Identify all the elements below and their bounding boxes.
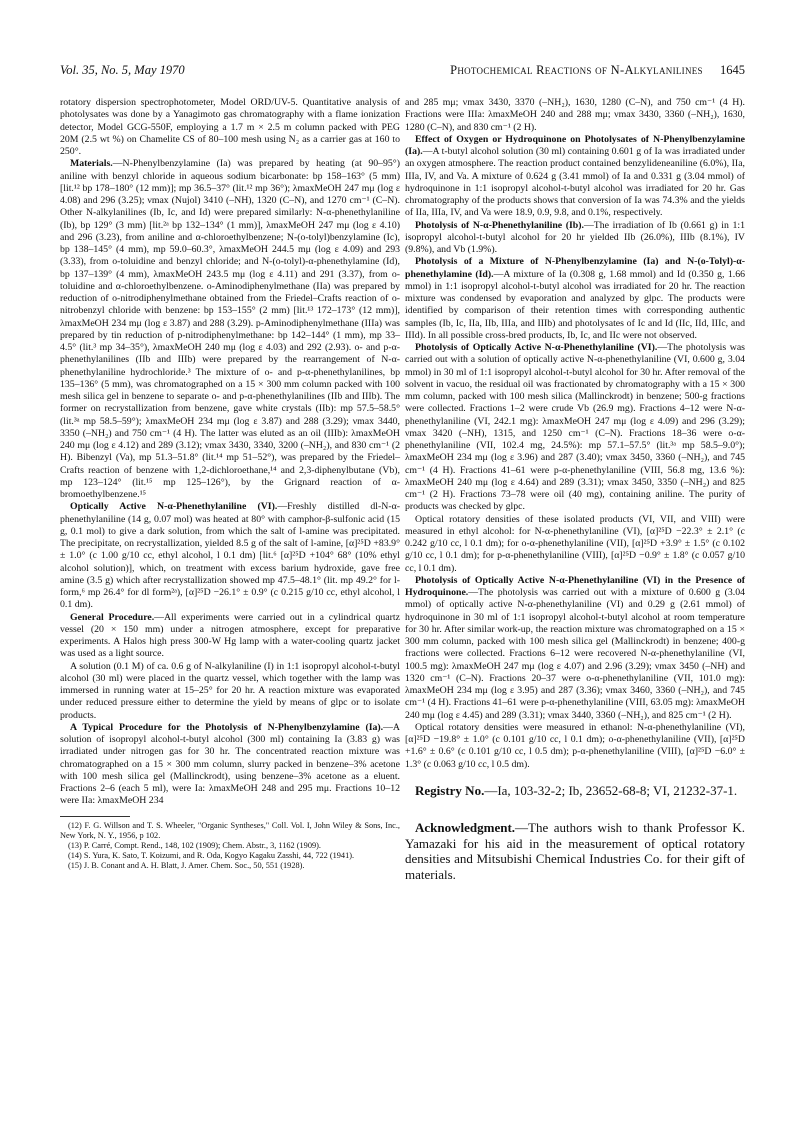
paragraph-text: Optical rotatory densities of these isolated products (VI, VII, and VIII) were measured in ethyl alcohol: for N-α-phenethylaniline (VI), [α]²⁵D −22.3° ± 2.1° (c 0.242 g/10 cc, l 0.1 dm); for o-α-phenethylaniline (VII), [α]²⁵D +3.9° ± 1.5° (c 0.102 g/10 cc, l 0.1 dm); for p-α-phenethylaniline (VIII), [α]²⁵D −0.9° ± 1.8° (c 0.057 g/10 cc, l 0.1 dm). bbox=[405, 513, 745, 574]
footnote: (15) J. B. Conant and A. H. Blatt, J. Amer. Chem. Soc., 50, 551 (1928). bbox=[68, 861, 305, 871]
paragraph-text: —Freshly distilled dl-N-α-phenethylaniline (14 g, 0.07 mol) was heated at 80° with camphor-β-sulfonic acid (15 g, 0.1 mol) to give a dark solution, from which the salt of l-amine was precipitated. The precipitate, on recrystallization, yielded 8.5 g of the salt of l-amine, [α]²⁵D +83.9° ± 1.0° (c 1.00 g/10 cc, ethyl alcohol, l 0.1 dm) [lit.⁶ [α]²⁵D +104° 68° (10% ethyl alcohol solution)], which, on treatment with excess barium hydroxide, gave free amine (3.5 g) which after recrystallization showed mp 47.5–48.1° (lit. mp 49.2° for l-form,⁶ mp 26.4° for dl form²ᵃ), [α]²⁵D −26.1° ± 0.9° (c 0.215 g/10 cc, ethyl alcohol, l 0.1 dm). bbox=[60, 501, 400, 611]
paragraph bbox=[405, 220, 745, 257]
paragraph bbox=[60, 722, 400, 808]
registry-numbers bbox=[405, 783, 745, 798]
run-in-heading: Materials. bbox=[70, 158, 113, 170]
footnote: (13) P. Carré, Compt. Rend., 148, 102 (1909); Chem. Abstr., 3, 1162 (1909). bbox=[68, 840, 321, 850]
paragraph bbox=[405, 256, 745, 342]
paragraph bbox=[60, 612, 400, 661]
run-in-heading: General Procedure. bbox=[70, 611, 155, 623]
run-in-heading: Photolysis of Optically Active N-α-Phenethylaniline (VI) in the Presence of Hydroquinone. bbox=[405, 574, 745, 598]
paragraph bbox=[60, 661, 400, 722]
header-right bbox=[450, 63, 745, 78]
paragraph bbox=[405, 342, 745, 514]
paragraph-text: —A solution of isopropyl alcohol-t-butyl alcohol (300 ml) containing Ia (3.83 g) was irradiated under nitrogen gas for 30 hr. The concentrated reaction mixture was chromatographed on a 15 × 300 mm column, slurry packed in benzene–3% acetone with 100 mesh silica gel (Mallinckrodt), using benzene–3% acetone as a eluent. Fractions 2–6 (each 5 ml), were Ia: λmaxMeOH 248 and 295 mμ. Fractions 10–12 were IIa: λmaxMeOH 234 bbox=[60, 721, 400, 807]
registry-heading: Registry No. bbox=[415, 782, 485, 798]
run-in-heading: A Typical Procedure for the Photolysis of N-Phenylbenzylamine (Ia). bbox=[70, 721, 384, 733]
acknowledgment-heading: Acknowledgment. bbox=[415, 819, 516, 835]
paragraph bbox=[405, 134, 745, 220]
run-in-heading: Optically Active N-α-Phenethylaniline (VI). bbox=[70, 501, 278, 513]
paragraph-text: —The photolysis was carried out with a solution of optically active N-α-phenethylaniline (VI, 0.600 g, 3.04 mmol) in 30 ml of 1:1 isopropyl alcohol-t-butyl alcohol for 30 hr. After removal of the solvent in vacuo, the residual oil was fractionated by chromatography with a 15 × 300 mm column, packed with 100 mesh silica (Mallinckrodt) in benzene; 500-g fractions were collected. Fractions 1–2 were crude Vb (26.9 mg). Fractions 4–12 were N-α-phenethylaniline (VI, 242.1 mg): λmaxMeOH 247 mμ (log ε 4.09) and 296 (3.29); νmax 3420 (–NH), 1315, and 1250 cm⁻¹ (C–N). Fractions 18–36 were o-α-phenethylaniline (VII, 102.4 mg, 24.5%): mp 57.1–57.5° (lit.³ᵃ mp 58.5–9.0°); λmaxMeOH 234 mμ (log ε 3.96) and 287 (3.40); νmax 3450, 3360 (–NH₂), and 745 cm⁻¹ (4 H). Fractions 41–61 were p-α-phenethylaniline (VIII, 56.8 mg, 13.6 %): λmaxMeOH 240 mμ (log ε 4.64) and 289 (3.31); νmax 3450, 3350 (–NH₂) and 825 cm⁻¹ (2 H). Fractions 73–78 were oil (40 mg), containing aniline. The purity of products was checked by glpc. bbox=[405, 342, 745, 513]
volume-issue-date: Vol. 35, No. 5, May 1970 bbox=[60, 63, 185, 77]
paragraph-text: —A mixture of Ia (0.308 g, 1.68 mmol) and Id (0.350 g, 1.66 mmol) in 1:1 isopropyl alcohol-t-butyl alcohol was irradiated for 20 hr. The reaction mixture was condensed by evaporation and analyzed by glpc. The products were identified by comparison of their retention times with corresponding authentic samples (Ib, Ic, IIa, IIb, IIIa, and IIIb) and photolysates of Ic and Id (IIc, IId, IIIc, and IIId). In all possible cross-bred products, Ib, Ic, and IIc were not observed. bbox=[405, 268, 745, 341]
footnotes bbox=[60, 821, 400, 872]
paragraph-text: —All experiments were carried out in a cylindrical quartz vessel (20 × 150 mm) under a nitrogen atmosphere, except for preparative experiments. A Halos high press 300-W Hg lamp with a water-cooling quartz jacket was used as a light source. bbox=[60, 611, 400, 660]
paragraph-text: rotatory dispersion spectrophotometer, Model ORD/UV-5. Quantitative analysis of photolysates was done by a Yanagimoto gas chromatography with a flame ionization detector, Model GCG-550F, employing a 1.7 m × 2.5 m column packed with PEG 20M (2.5 wt %) on Chamelite CS of 80–100 mesh using N₂ as a carrier gas at 160 to 250°. bbox=[60, 97, 400, 157]
paragraph bbox=[405, 514, 745, 575]
paragraph bbox=[405, 722, 745, 771]
run-in-heading: Photolysis of N-α-Phenethylaniline (Ib). bbox=[415, 219, 584, 231]
paragraph-text: and 285 mμ; νmax 3430, 3370 (–NH₂), 1630, 1280 (C–N), and 750 cm⁻¹ (4 H). Fractions were IIIa: λmaxMeOH 240 and 288 mμ; νmax 3430, 3360 (–NH₂), 1630, 1280 (C–N), and 830 cm⁻¹ (2 H). bbox=[405, 97, 745, 133]
run-in-heading: Photolysis of Optically Active N-α-Phenethylaniline (VI). bbox=[415, 342, 658, 353]
acknowledgment bbox=[405, 820, 745, 883]
run-in-heading: Effect of Oxygen or Hydroquinone on Photolysates of N-Phenylbenzylamine (Ia). bbox=[405, 133, 745, 157]
paragraph-text: —A t-butyl alcohol solution (30 ml) containing 0.601 g of Ia was irradiated under an oxygen atmosphere. The reaction product contained benzylideneaniline (6.0%), IIa, IIIa, IV, and Va. A mixture of 0.624 g (3.41 mmol) of Ia and 0.331 g (3.04 mmol) of hydroquinone in 1:1 isopropyl alcohol-t-butyl alcohol was irradiated for 20 hr. Gas chromatography of the products shows that conversion of Ia was 74.3% and the yields of IIa, IIIa, IV, and Va were 18.9, 0.9, 9.8, and 0.1%, respectively. bbox=[405, 146, 745, 219]
footnote: (12) F. G. Willson and T. S. Wheeler, "Organic Syntheses," Coll. Vol. I, John Wiley & Sons, Inc., New York, N. Y., 1956, p 102. bbox=[60, 820, 400, 840]
run-in-heading: Photolysis of a Mixture of N-Phenylbenzylamine (Ia) and N-(o-Tolyl)-α-phenethylamine (Id). bbox=[405, 256, 745, 280]
left-column-body bbox=[60, 97, 400, 808]
footnote: (14) S. Yura, K. Sato, T. Koizumi, and R. Oda, Kogyo Kagaku Zasshi, 44, 722 (1941). bbox=[68, 851, 355, 861]
paragraph bbox=[60, 501, 400, 611]
paragraph bbox=[60, 158, 400, 501]
running-title: Photochemical Reactions of N-Alkylanilines bbox=[450, 63, 703, 77]
paragraph-text: —The irradiation of Ib (0.661 g) in 1:1 isopropyl alcohol-t-butyl alcohol for 20 hr yielded IIb (26.0%), IIIb (8.1%), IV (9.8%), and Vb (1.9%). bbox=[405, 219, 745, 255]
paragraph-text: A solution (0.1 M) of ca. 0.6 g of N-alkylaniline (I) in 1:1 isopropyl alcohol-t-butyl alcohol (30 ml) were placed in the quartz vessel, which together with the lamp was immersed in running water at 15–25° for 20 hr. A reaction mixture was evaporated under reduced pressure either to determine the yield by means of glpc or to isolate products. bbox=[60, 660, 400, 721]
acknowledgment-text: —The authors wish to thank Professor K. Yamazaki for his aid in the measurement of optical rotatory densities and Mitsubishi Chemical Industries Co. for their gift of materials. bbox=[405, 819, 745, 883]
paragraph bbox=[405, 97, 745, 134]
right-column bbox=[405, 97, 745, 1097]
page-number: 1645 bbox=[720, 63, 745, 77]
right-column-body bbox=[405, 97, 745, 771]
paragraph-text: Optical rotatory densities were measured in ethanol: N-α-phenethylaniline (VI), [α]²⁵D −19.8° ± 1.0° (c 0.101 g/10 cc, l 0.1 dm); o-α-phenethylaniline (VII), [α]²⁵D +1.6° ± 0.6° (c 0.101 g/10 cc, l 0.5 dm); p-α-phenethylaniline (VIII), [α]²⁵D −6.0° ± 1.3° (c 0.063 g/10 cc, l 0.5 dm). bbox=[405, 721, 745, 770]
paragraph bbox=[405, 575, 745, 722]
paragraph bbox=[60, 97, 400, 158]
footnote-rule bbox=[60, 816, 130, 817]
registry-text: —Ia, 103-32-2; Ib, 23652-68-8; VI, 21232-37-1. bbox=[484, 782, 738, 798]
left-column bbox=[60, 97, 400, 1092]
running-header bbox=[60, 63, 745, 83]
paragraph-text: —The photolysis was carried out with a mixture of 0.600 g (3.04 mmol) of optically active N-α-phenethylaniline (VI) and 0.29 g (2.61 mmol) of hydroquinone in 30 ml of 1:1 isopropyl alcohol-t-butyl alcohol at room temperature for 30 hr. After similar work-up, the reaction mixture was chromatographed on a 15 × 300 mm column, packed with 100 mesh silica gel (Mallinckrodt) in benzene; 400-g fractions were collected. Fractions 6–12 were recovered N-α-phenethylaniline (VI, 100.5 mg): λmaxMeOH 247 mμ (log ε 4.07) and 2.96 (3.29); νmax 3450 (–NH) and 1320 cm⁻¹ (C–N). Fractions 20–37 were o-α-phenethylaniline (VII, 101.0 mg): λmaxMeOH 234 mμ (log ε 3.95) and 287 (3.36); νmax 3460, 3360 (–NH₂), and 745 cm⁻¹ (4 H). Fractions 41–61 were p-α-phenethylaniline (VIII, 63.05 mg): λmaxMeOH 240 mμ (log ε 4.45) and 289 (3.31); νmax 3440, 3360 (–NH₂), and 825 cm⁻¹ (2 H). bbox=[405, 587, 745, 721]
paragraph-text: —N-Phenylbenzylamine (Ia) was prepared by heating (at 90–95°) aniline with benzyl chloride in aqueous sodium bicarbonate: bp 158–163° (5 mm) [lit.¹² bp 178–180° (12 mm)]; mp 36.5–37° (lit.¹² mp 36°); λmaxMeOH 247 mμ (log ε 4.08) and 296 (3.25); νmax (Nujol) 3410 (–NH), 1320 (C–N), and 1270 cm⁻¹ (C–N). Other N-alkylanilines (Ib, Ic, and Id) were prepared similarly: N-α-phenethylaniline (Ib), bp 129° (3 mm) [lit.²ᵃ bp 132–134° (1 mm)], λmaxMeOH 247 mμ (log ε 4.10) and 296 (3.23), from aniline and α-chloroethylbenzene; N-(o-tolyl)benzylamine (Ic), bp 138–145° (4 mm), mp 59.0–60.3°, λmaxMeOH 244.5 mμ (log ε 4.09) and 293 (3.33), from o-toluidine and benzyl chloride; and N-(o-tolyl)-α-phenethylamine (Id), bp 137–139° (4 mm), λmaxMeOH 243.5 mμ (log ε 4.11) and 291 (3.37), from o-toluidine and α-chloroethylbenzene. o-Aminodiphenylmethane (IIa) was prepared by reduction of o-nitrodiphenylmethane obtained from the Friedel–Crafts reaction of o-nitrobenzyl chloride with benzene: bp 153–155° (2 mm) [lit.¹³ 172–173° (12 mm)], λmaxMeOH 234 mμ (log ε 3.87) and 288 (3.29). p-Aminodiphenylmethane (IIIa) was prepared by tin reduction of p-nitrodiphenylmethane: bp 142–144° (1 mm), mp 33–4.5° (lit.³ mp 34–35°), λmaxMeOH 240 mμ (log ε 4.03) and 292 (2.93). o- and p-α-phenethylanilines (IIb and IIIb) were prepared by the rearrangement of N-α-phenethylaniline hydrochloride.³ The mixture of o- and p-α-phenethylanilines, bp 135–136° (5 mm), was chromatographed on a 15 × 300 mm column packed with 100 mesh silica gel in benzene to separate o- and p-α-phenethylanilines (IIb and IIIb). The former on recrystallization from benzene, gave white crystals (IIb): mp 57.5–58.5° (lit.³ᵃ mp 58.5–59°); λmaxMeOH 234 mμ (log ε 3.87) and 288 (3.29); νmax 3440, 3350 (–NH₂) and 750 cm⁻¹ (4 H). The latter was eluted as an oil (IIIb): λmaxMeOH 240 mμ (log ε 4.12) and 289 (3.12); νmax 3430, 3340, 3200 (–NH₂), and 830 cm⁻¹ (2 H). Bibenzyl (Va), mp 51.3–51.8° (lit.¹⁴ mp 51–52°), was prepared by the Friedel–Crafts reaction of benzene with 1,2-dichloroethane,¹⁴ and 2,3-diphenylbutane (Vb), mp 123–124° (lit.¹⁵ mp 125–126°), by the Grignard reaction of α-bromoethylbenzene.¹⁵ bbox=[60, 158, 400, 500]
